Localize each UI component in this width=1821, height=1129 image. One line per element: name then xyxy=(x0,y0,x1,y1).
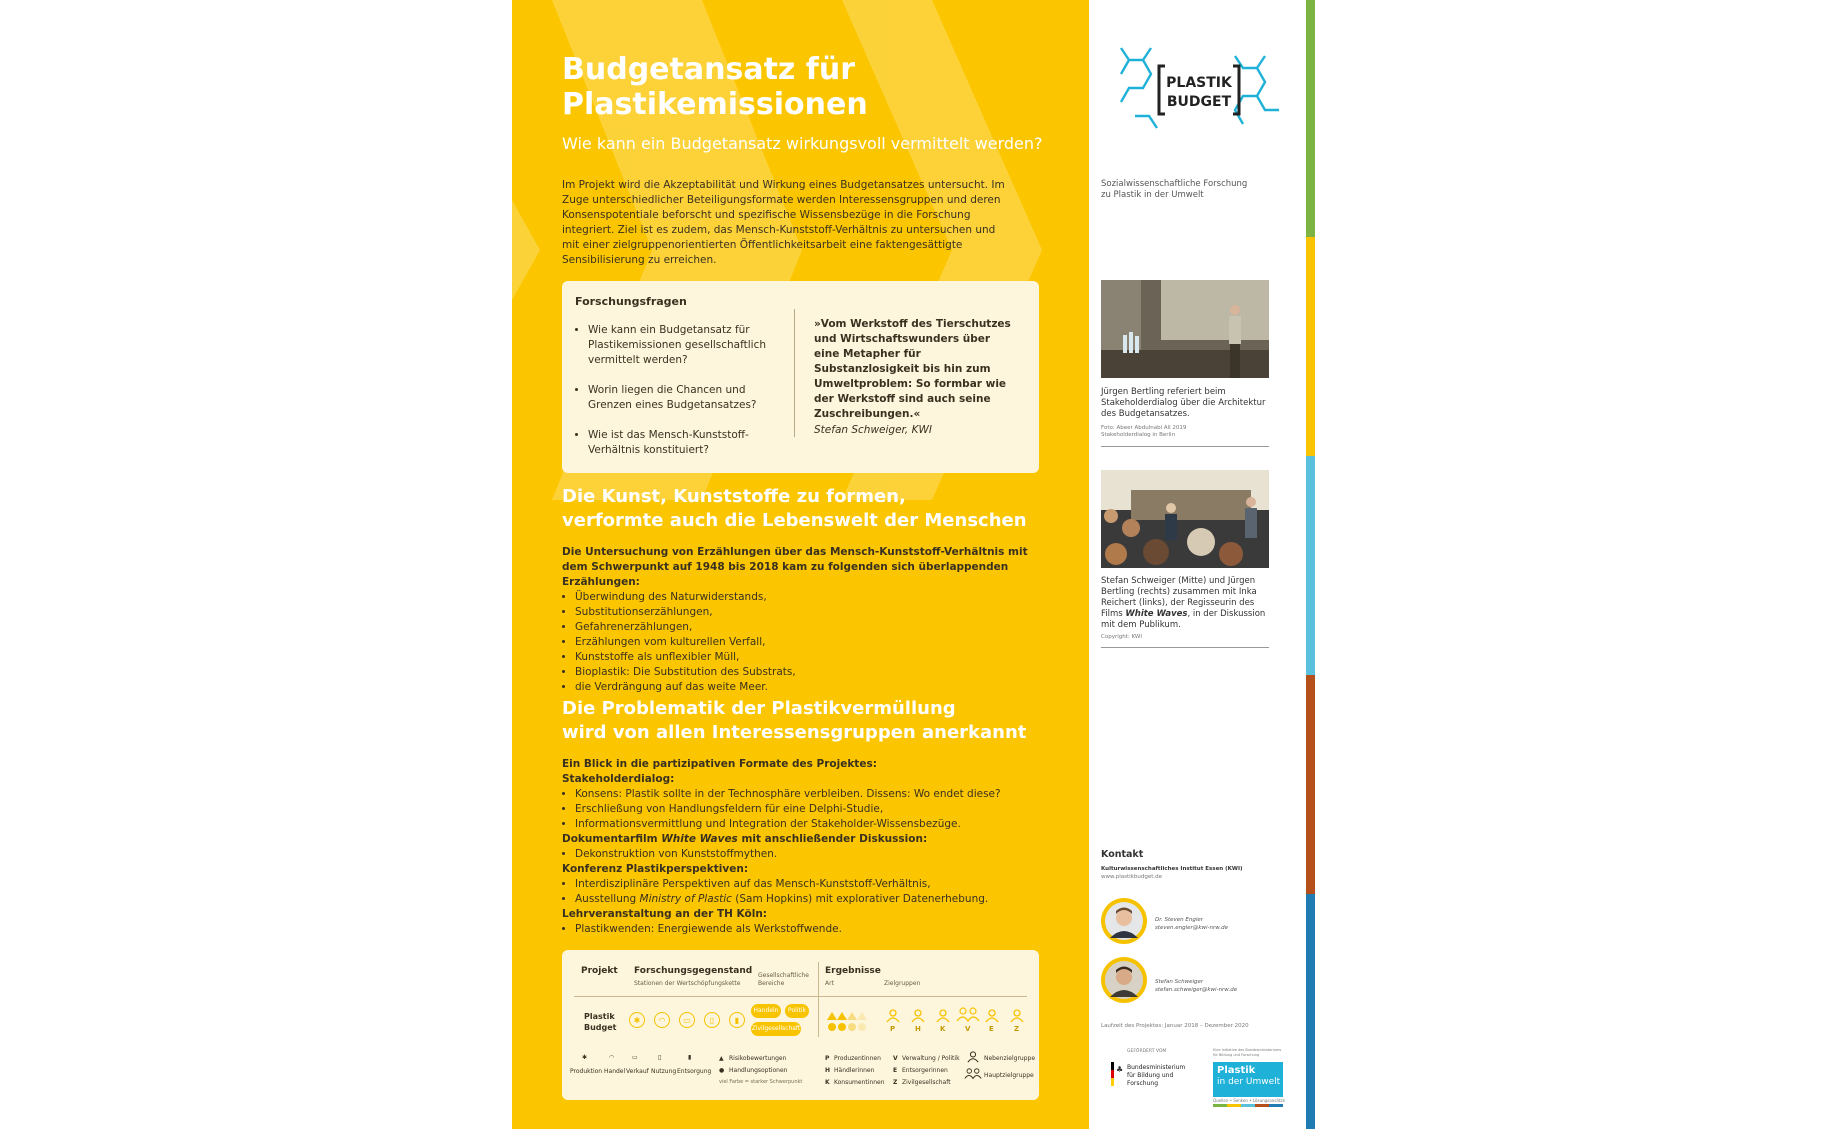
narratives-list xyxy=(562,590,1032,695)
film-title: White Waves xyxy=(1125,609,1188,619)
project-duration: Laufzeit des Projektes: Januar 2018 – Dezember 2020 xyxy=(1101,1023,1249,1029)
list-item: • Gefahrenerzählungen, xyxy=(575,620,1032,635)
usage-icon: ▯ xyxy=(658,1054,662,1061)
list-item: • Plastikwenden: Energiewende als Werkstoffwende. xyxy=(575,922,1032,937)
area-pill: Handeln xyxy=(751,1004,781,1018)
group-letter: K xyxy=(940,1025,946,1033)
divider xyxy=(1101,446,1269,447)
risk-triangle-icon xyxy=(847,1012,857,1020)
title-line-1: Budgetansatz für xyxy=(562,52,856,87)
exhibition-title: Ministry of Plastic xyxy=(639,893,732,905)
legend-group: Produzentinnen xyxy=(834,1055,881,1062)
legend-station: Handel xyxy=(604,1068,626,1075)
group-letter: V xyxy=(965,1025,971,1033)
list-item: • Erzählungen vom kulturellen Verfall, xyxy=(575,635,1032,650)
question-item: • Wie ist das Mensch-Kunststoff-Verhältnis konstituiert? xyxy=(588,428,788,458)
question-item: • Worin liegen die Chancen und Grenzen eines Budgetansatzes? xyxy=(588,383,788,413)
tagline: Sozialwissenschaftliche Forschung zu Plastik in der Umwelt xyxy=(1101,179,1248,200)
list-item: • Erschließung von Handlungsfeldern für eine Delphi-Studie, xyxy=(575,802,1032,817)
list-item: • Substitutionserzählungen, xyxy=(575,605,1032,620)
logo-line-1: PLASTIK xyxy=(1166,75,1232,91)
question-item: • Wie kann ein Budgetansatz für Plastikemissionen gesellschaftlich vermittelt werden? xyxy=(588,323,788,368)
trade-icon: ◠ xyxy=(654,1012,670,1028)
documentary-heading xyxy=(562,832,1032,847)
plastikbudget-logo xyxy=(1115,44,1283,136)
contact-heading: Kontakt xyxy=(1101,849,1144,860)
divider xyxy=(794,309,795,437)
risk-triangle-icon: ▲ xyxy=(719,1055,724,1062)
discussion-photo xyxy=(1101,470,1269,568)
section2-lead: Ein Blick in die partizipativen Formate des Projektes: xyxy=(562,758,877,770)
list-item: • Interdisziplinäre Perspektiven auf das Mensch-Kunststoff-Verhältnis, xyxy=(575,877,1032,892)
sidebar xyxy=(1089,0,1315,1129)
list-item: • Überwindung des Naturwiderstands, xyxy=(575,590,1032,605)
avatar-photo xyxy=(1101,957,1147,1003)
main-panel xyxy=(512,0,1089,1129)
group-letter: E xyxy=(989,1025,994,1033)
legend-station: Nutzung xyxy=(651,1068,677,1075)
research-questions-heading: Forschungsfragen xyxy=(575,295,687,308)
legend-group: Zivilgesellschaft xyxy=(902,1079,951,1086)
research-questions-list xyxy=(575,323,788,473)
list-item: • Bioplastik: Die Substitution des Substrats, xyxy=(575,665,1032,680)
legend-letter: E xyxy=(893,1067,898,1074)
table-header-bereiche: Gesellschaftliche Bereiche xyxy=(758,972,809,987)
contact-name: Dr. Steven Engler xyxy=(1155,917,1204,923)
color-stripe xyxy=(1306,0,1315,237)
group-letter: Z xyxy=(1014,1025,1020,1033)
legend-letter: K xyxy=(825,1079,830,1086)
person-icon xyxy=(911,1009,925,1023)
color-stripe xyxy=(1306,894,1315,1129)
conference-list xyxy=(562,877,1032,907)
legend-art: Handlungsoptionen xyxy=(729,1067,788,1074)
svg-text:♣: ♣ xyxy=(1116,1065,1124,1074)
table-divider xyxy=(818,962,819,1037)
group-icon xyxy=(957,1007,979,1023)
page-subtitle: Wie kann ein Budgetansatz wirkungsvoll vermittelt werden? xyxy=(562,134,1043,153)
table-subheader-stations: Stationen der Wertschöpfungskette xyxy=(634,980,741,987)
photo2-caption-a: Stefan Schweiger (Mitte) und Jürgen Bertling (rechts) zusammen mit Inka Reichert (links), der Regisseurin des Films xyxy=(1101,576,1257,619)
person-icon xyxy=(1010,1009,1024,1023)
page-title xyxy=(562,52,1042,122)
film-title: White Waves xyxy=(661,833,738,845)
list-item: • Konsens: Plastik sollte in der Technosphäre verbleiben. Dissens: Wo endet diese? xyxy=(575,787,1032,802)
intro-text: Im Projekt wird die Akzeptabilität und Wirkung eines Budgetansatzes untersucht. Im Zuge unterschiedlicher Beteiligungsformate werden Interessensgruppen und deren Konsenspotentiale beforscht und spezifische Wissensbezüge in die Forschung integriert. Ziel ist es zudem, das Mensch-Kunststoff-Verhältnis zu untersuchen und mit einer zielgruppenorientierten Öffentlichkeitsarbeit eine faktengesättigte Sensibilisierung zu erreichen. xyxy=(562,179,1005,266)
course-list xyxy=(562,922,1032,937)
documentary-heading-a: Dokumentarfilm xyxy=(562,833,662,845)
logo-line-2: BUDGET xyxy=(1166,94,1232,110)
avatar xyxy=(1101,898,1147,944)
section2-heading-line-2: wird von allen Interessensgruppen anerkannt xyxy=(562,722,1027,743)
project-overview-table xyxy=(562,950,1039,1100)
person-icon xyxy=(985,1009,999,1023)
quote: »Vom Werkstoff des Tierschutzes und Wirtschaftswunders über eine Metapher für Substanzlosigkeit bis hin zum Umweltproblem: So formbar wie der Werkstoff sind auch seine Zuschreibungen.« xyxy=(814,318,1011,420)
german-flag-icon xyxy=(1107,1062,1124,1088)
legend-letter: H xyxy=(825,1067,831,1074)
documentary-list xyxy=(562,847,1032,862)
color-stripe xyxy=(1306,675,1315,894)
option-dot-icon xyxy=(848,1023,856,1031)
contact-email[interactable]: steven.engler@kwi-nrw.de xyxy=(1155,925,1229,931)
legend-target: Nebenzielgruppe xyxy=(984,1055,1036,1062)
risk-triangle-icon xyxy=(837,1012,847,1020)
conference-heading: Konferenz Plastikperspektiven: xyxy=(562,863,749,875)
group-letter: P xyxy=(890,1025,896,1033)
quote-author: Stefan Schweiger, KWI xyxy=(814,424,932,436)
list-item: • Kunststoffe als unflexibler Müll, xyxy=(575,650,1032,665)
section1-lead: Die Untersuchung von Erzählungen über das Mensch-Kunststoff-Verhältnis mit dem Schwerpunkt auf 1948 bis 2018 kam zu folgenden sich überlappenden Erzählungen: xyxy=(562,546,1028,588)
table-subheader-art: Art xyxy=(825,980,834,987)
photo2-credit: Copyright: KWI xyxy=(1101,634,1142,640)
risk-triangle-icon xyxy=(857,1012,867,1020)
usage-icon: ▯ xyxy=(704,1012,720,1028)
legend-station: Produktion xyxy=(570,1068,603,1075)
production-icon: ✱ xyxy=(629,1012,645,1028)
section1-heading-line-1: Die Kunst, Kunststoffe zu formen, xyxy=(562,486,906,507)
piu-subline: Quellen • Senken • Lösungsansätze xyxy=(1213,1097,1293,1104)
person-icon xyxy=(967,1051,979,1063)
group-letter: H xyxy=(915,1025,921,1033)
section2-heading-line-1: Die Problematik der Plastikvermüllung xyxy=(562,698,956,719)
exhibition-a: Ausstellung xyxy=(575,893,640,905)
table-rule xyxy=(574,996,1027,997)
research-questions-box xyxy=(562,281,1039,473)
funded-by-label: GEFÖRDERT VOM xyxy=(1127,1049,1167,1054)
legend-art: Risikobewertungen xyxy=(729,1055,787,1062)
legend-group: Entsorgerinnen xyxy=(902,1067,948,1074)
section1-heading-line-2: verformte auch die Lebenswelt der Menschen xyxy=(562,510,1027,531)
table-subheader-zielgruppen: Zielgruppen xyxy=(884,980,921,987)
section1-body xyxy=(562,545,1032,695)
exhibition-c: (Sam Hopkins) mit explorativer Datenerhebung. xyxy=(731,893,989,905)
person-icon xyxy=(936,1009,950,1023)
initiative-text: Eine Initiative des Bundesministeriums für Bildung und Forschung xyxy=(1213,1048,1282,1057)
photo1-credit: Foto: Abeer Abdulnabi Ali 2019 Stakeholderdialog in Berlin xyxy=(1101,425,1187,438)
legend-letter: V xyxy=(893,1055,898,1062)
legend-note: viel Farbe = starker Schwerpunkt xyxy=(719,1079,803,1085)
piu-line-2: in der Umwelt xyxy=(1217,1077,1281,1087)
stakeholder-dialog-photo xyxy=(1101,280,1269,378)
legend-group: Verwaltung / Politik xyxy=(902,1055,960,1062)
section2-heading xyxy=(562,697,1032,745)
course-heading: Lehrveranstaltung an der TH Köln: xyxy=(562,908,767,920)
area-pill: Zivilgesellschaft xyxy=(751,1022,801,1036)
table-header-gegenstand: Forschungsgegenstand xyxy=(634,966,753,976)
title-line-2: Plastikemissionen xyxy=(562,87,868,122)
divider xyxy=(1101,647,1269,648)
person-icon xyxy=(886,1009,900,1023)
trade-icon: ◠ xyxy=(609,1054,615,1061)
list-item xyxy=(575,892,1032,907)
group-icon xyxy=(964,1068,982,1080)
legend-group: Händlerinnen xyxy=(834,1067,875,1074)
color-stripe xyxy=(1306,237,1315,456)
institute-name: Kulturwissenschaftliches Institut Essen (KWI) xyxy=(1101,866,1243,872)
contact-person-1 xyxy=(1155,916,1228,932)
contact-name: Stefan Schweiger xyxy=(1155,979,1204,985)
website-link[interactable]: www.plastikbudget.de xyxy=(1101,874,1162,880)
legend-letter: P xyxy=(825,1055,830,1062)
area-pill: Politik xyxy=(785,1004,809,1018)
piu-line-1: Plastik xyxy=(1217,1065,1256,1076)
option-dot-icon xyxy=(828,1023,836,1031)
stakeholder-list xyxy=(562,787,1032,832)
legend-station: Verkauf xyxy=(626,1068,649,1075)
legend-group: Konsumentinnen xyxy=(834,1079,885,1086)
stakeholder-heading: Stakeholderdialog: xyxy=(562,773,675,785)
photo1-caption: Jürgen Bertling referiert beim Stakeholderdialog über die Architektur des Budgetansatzes. xyxy=(1101,387,1266,419)
table-header-projekt: Projekt xyxy=(581,966,618,976)
contact-email[interactable]: stefan.schweiger@kwi-nrw.de xyxy=(1155,987,1238,993)
sales-icon: ▭ xyxy=(632,1054,638,1061)
bmbf-name: Bundesministerium für Bildung und Forschung xyxy=(1127,1064,1186,1087)
list-item: • die Verdrängung auf das weite Meer. xyxy=(575,680,1032,695)
list-item: • Informationsvermittlung und Integration der Stakeholder-Wissensbezüge. xyxy=(575,817,1032,832)
legend-station: Entsorgung xyxy=(677,1068,712,1075)
photo2-caption xyxy=(1101,576,1269,631)
disposal-icon: ▮ xyxy=(688,1054,692,1061)
legend-letter: Z xyxy=(893,1079,898,1086)
production-icon: ✱ xyxy=(582,1054,588,1061)
sales-icon: ▭ xyxy=(679,1012,695,1028)
poster xyxy=(512,0,1315,1129)
contact-person-2 xyxy=(1155,978,1237,994)
option-dot-icon xyxy=(858,1023,866,1031)
legend-target: Hauptzielgruppe xyxy=(984,1072,1034,1079)
plastik-in-der-umwelt-logo xyxy=(1213,1062,1283,1102)
risk-triangle-icon xyxy=(827,1012,837,1020)
section2-body xyxy=(562,757,1032,937)
option-dot-icon: ● xyxy=(719,1067,725,1074)
photo2-caption-c: , in der Diskussion mit dem Publikum. xyxy=(1101,609,1266,630)
disposal-icon: ▮ xyxy=(729,1012,745,1028)
section1-heading xyxy=(562,485,1032,533)
piu-color-bar xyxy=(1213,1104,1283,1107)
option-dot-icon xyxy=(838,1023,846,1031)
avatar-photo xyxy=(1101,898,1147,944)
table-row-label: Plastik Budget xyxy=(584,1012,617,1032)
documentary-heading-c: mit anschließender Diskussion: xyxy=(737,833,928,845)
color-stripe xyxy=(1306,456,1315,675)
list-item: • Dekonstruktion von Kunststoffmythen. xyxy=(575,847,1032,862)
avatar xyxy=(1101,957,1147,1003)
table-header-ergebnisse: Ergebnisse xyxy=(825,966,881,976)
